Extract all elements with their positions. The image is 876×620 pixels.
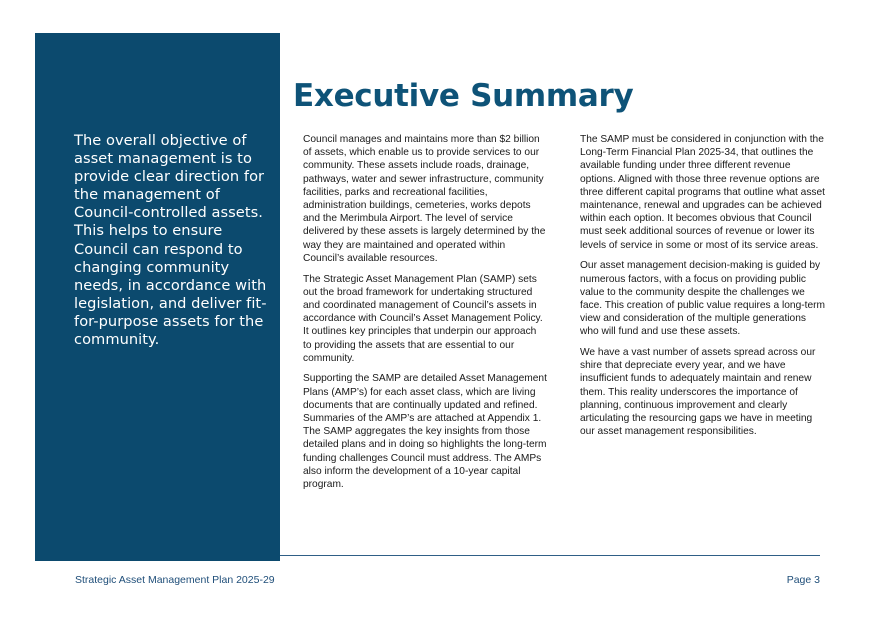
paragraph: We have a vast number of assets spread across our shire that depreciate every year, and we have insufficient funds to adequately maintain and renew them. This reality underscores the importance of planning, continuous improvement and clearly articulating the resourcing gaps we have in meeting our asset management responsibilities. [580, 347, 816, 438]
paragraph: Our asset management decision-making is guided by numerous factors, with a focus on providing public value to the community despite the challenges we face. This creation of public value requires a long-term view and consideration of the multiple generations who will fund and use these assets. [580, 260, 826, 338]
paragraph: Supporting the SAMP are detailed Asset Management Plans (AMP’s) for each asset class, which are living documents that are continually updated and refined. Summaries of the AMP’s are attached at Appendix 1. The SAMP aggregates the key insights from those detailed plans and in doing so highlights the long-term funding challenges Council must address. The AMPs also inform the development of a 10-year capital program. [303, 373, 547, 491]
footer-document-title: Strategic Asset Management Plan 2025-29 [75, 574, 275, 586]
footer-page-number: Page 3 [786, 574, 820, 586]
paragraph: Council manages and maintains more than $2 billion of assets, which enable us to provide services to our community. These assets include roads, drainage, pathways, water and sewer infrastructure, community facilities, parks and recreational facilities, administration buildings, cemeteries, works depots and the Merimbula Airport. The level of service delivered by these assets is largely determined by the way they are maintained and operated within Council’s available resources. [303, 134, 546, 264]
footer-divider [280, 555, 820, 556]
page-title: Executive Summary [293, 78, 634, 114]
paragraph: The SAMP must be considered in conjunction with the Long-Term Financial Plan 2025-34, that outlines the available funding under three different revenue options. Aligned with those three revenue options are three different capital programs that outline what asset maintenance, renewal and upgrades can be achieved within each option. It becomes obvious that Council must seek additional sources of revenue or lower its levels of service in some or most of its service areas. [580, 134, 826, 251]
right-text-column [580, 133, 826, 446]
sidebar-panel [35, 33, 280, 561]
left-text-column [303, 133, 547, 499]
sidebar-pull-quote: The overall objective of asset management is to provide clear direction for the management of Council-controlled assets. This helps to ensure Council can respond to changing community needs, in accordance with legislation, and deliver fit-for-purpose assets for the community. [74, 132, 267, 349]
paragraph: The Strategic Asset Management Plan (SAMP) sets out the broad framework for undertaking structured and coordinated management of Council’s assets in accordance with Council’s Asset Management Policy. It outlines key principles that underpin our approach to providing the assets that are essential to our community. [303, 273, 543, 364]
